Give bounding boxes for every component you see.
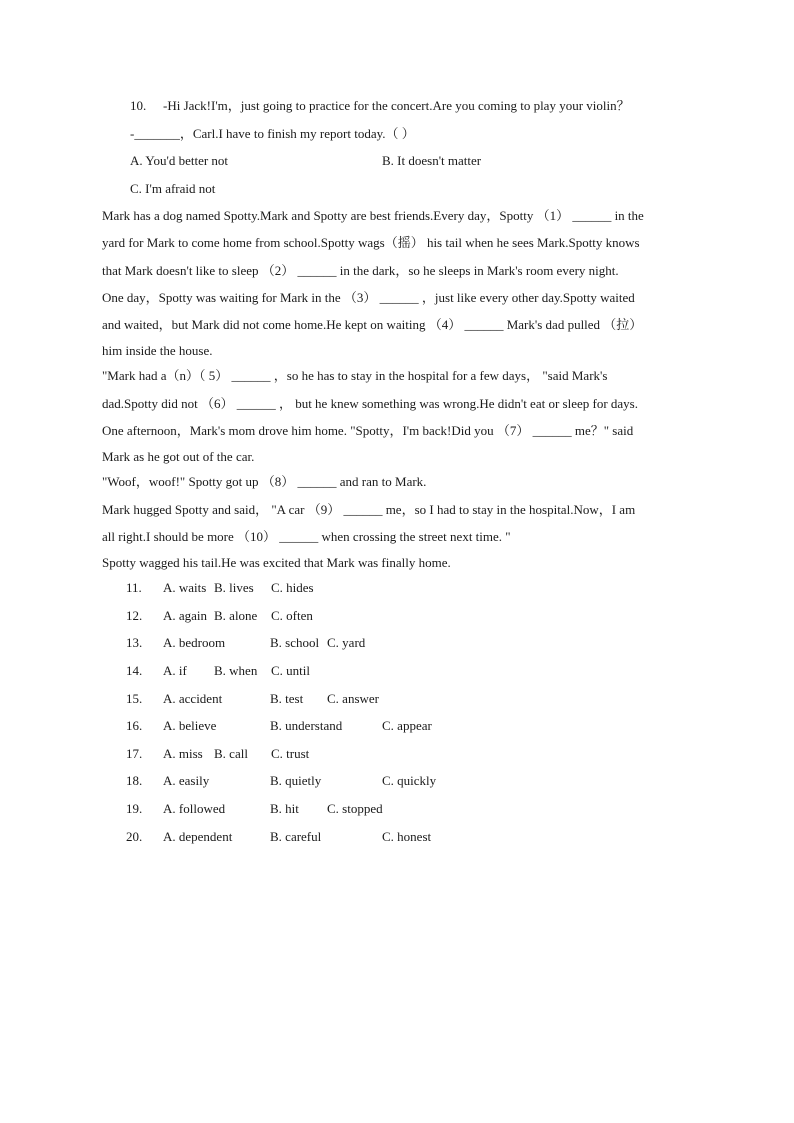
option-a[interactable]: A. believe: [163, 718, 217, 733]
question-number: 20.: [126, 829, 143, 844]
option-c[interactable]: C. trust: [271, 746, 310, 761]
question-10-option-a[interactable]: A. You'd better not: [130, 153, 229, 168]
question-10-line-1: -Hi Jack!I'm，just going to practice for the concert.Are you coming to play your violin？: [163, 98, 630, 113]
option-a[interactable]: A. accident: [163, 691, 223, 706]
option-b[interactable]: B. quietly: [270, 773, 322, 788]
option-b[interactable]: B. alone: [214, 608, 258, 623]
question-number: 16.: [126, 718, 143, 733]
passage-line: One afternoon，Mark's mom drove him home. "Spotty，I'm back!Did you （7） ______ me？" said: [102, 423, 634, 438]
option-a[interactable]: A. if: [163, 663, 187, 678]
option-c[interactable]: C. stopped: [327, 801, 383, 816]
question-10-option-b[interactable]: B. It doesn't matter: [382, 153, 482, 168]
passage-line: him inside the house.: [102, 343, 213, 358]
passage-line: that Mark doesn't like to sleep （2） ______ in the dark，so he sleeps in Mark's room every night.: [102, 263, 619, 278]
option-a[interactable]: A. waits: [163, 580, 207, 595]
question-number: 14.: [126, 663, 143, 678]
option-c[interactable]: C. yard: [327, 635, 366, 650]
passage-line: One day，Spotty was waiting for Mark in the （3） ______ ，just like every other day.Spotty waited: [102, 290, 635, 305]
option-b[interactable]: B. when: [214, 663, 258, 678]
option-a[interactable]: A. miss: [163, 746, 203, 761]
option-a[interactable]: A. again: [163, 608, 208, 623]
question-10-option-c[interactable]: C. I'm afraid not: [130, 181, 216, 196]
option-b[interactable]: B. call: [214, 746, 248, 761]
question-10-number: 10.: [130, 98, 147, 113]
option-c[interactable]: C. often: [271, 608, 313, 623]
question-number: 11.: [126, 580, 142, 595]
option-c[interactable]: C. until: [271, 663, 311, 678]
option-b[interactable]: B. understand: [270, 718, 343, 733]
option-c[interactable]: C. appear: [382, 718, 432, 733]
option-a[interactable]: A. bedroom: [163, 635, 226, 650]
option-b[interactable]: B. test: [270, 691, 304, 706]
passage-line: yard for Mark to come home from school.Spotty wags（摇） his tail when he sees Mark.Spotty knows: [102, 235, 640, 250]
passage-line: Spotty wagged his tail.He was excited that Mark was finally home.: [102, 555, 451, 570]
question-10-line-2: -_______，Carl.I have to finish my report today.（ ）: [130, 126, 415, 141]
question-number: 17.: [126, 746, 143, 761]
question-number: 13.: [126, 635, 143, 650]
question-number: 15.: [126, 691, 143, 706]
option-c[interactable]: C. honest: [382, 829, 432, 844]
passage-line: "Woof，woof!" Spotty got up （8） ______ and ran to Mark.: [102, 474, 427, 489]
question-number: 19.: [126, 801, 143, 816]
option-c[interactable]: C. hides: [271, 580, 314, 595]
option-b[interactable]: B. careful: [270, 829, 322, 844]
question-number: 12.: [126, 608, 143, 623]
passage-line: Mark has a dog named Spotty.Mark and Spotty are best friends.Every day，Spotty （1） ______ in the: [102, 208, 644, 223]
passage-line: "Mark had a（n）（ 5） ______ ，so he has to stay in the hospital for a few days， "said Mark's: [102, 368, 608, 383]
option-b[interactable]: B. school: [270, 635, 320, 650]
option-c[interactable]: C. quickly: [382, 773, 437, 788]
option-b[interactable]: B. hit: [270, 801, 299, 816]
option-a[interactable]: A. dependent: [163, 829, 233, 844]
passage-line: Mark hugged Spotty and said， "A car （9） ______ me，so I had to stay in the hospital.Now，I am: [102, 502, 636, 517]
question-number: 18.: [126, 773, 143, 788]
option-a[interactable]: A. easily: [163, 773, 210, 788]
passage-line: Mark as he got out of the car.: [102, 449, 255, 464]
option-c[interactable]: C. answer: [327, 691, 379, 706]
option-a[interactable]: A. followed: [163, 801, 226, 816]
passage-line: and waited，but Mark did not come home.He kept on waiting （4） ______ Mark's dad pulled （拉）: [102, 317, 643, 332]
passage-line: all right.I should be more （10） ______ when crossing the street next time. ": [102, 529, 511, 544]
option-b[interactable]: B. lives: [214, 580, 254, 595]
passage-line: dad.Spotty did not （6） ______ ， but he knew something was wrong.He didn't eat or sleep for days.: [102, 396, 638, 411]
